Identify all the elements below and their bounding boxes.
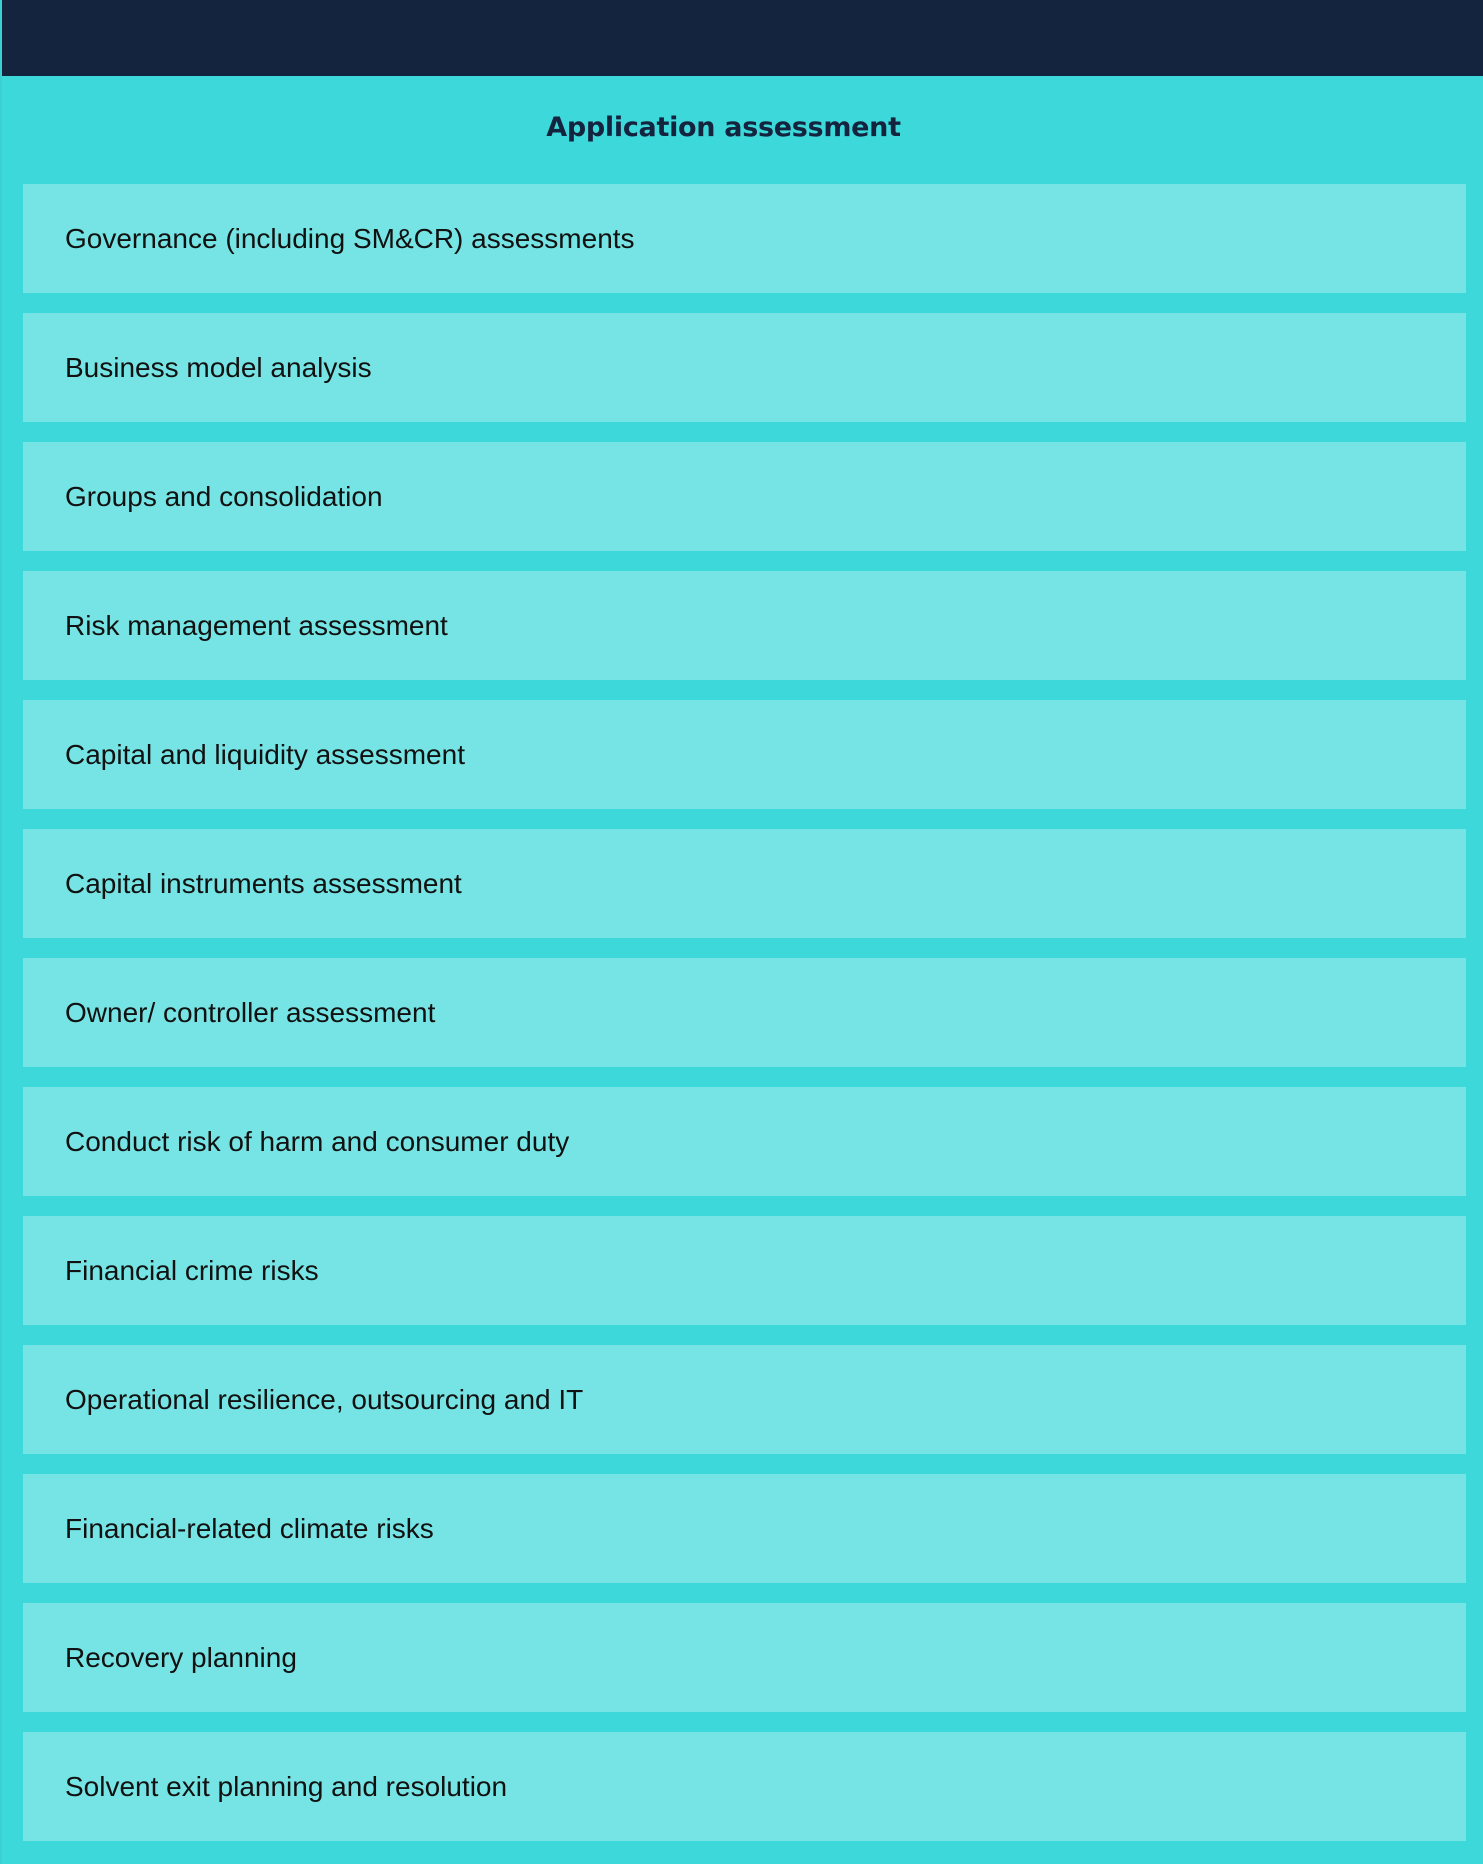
list-item-label: Risk management assessment — [65, 609, 448, 641]
list-item — [23, 1216, 1466, 1325]
list-item-label: Financial crime risks — [65, 1254, 319, 1286]
list-item-label: Capital instruments assessment — [65, 867, 462, 899]
list-item-label: Conduct risk of harm and consumer duty — [65, 1125, 570, 1157]
assessment-list — [23, 184, 1466, 1861]
header-bar — [2, 0, 1483, 76]
list-item-label: Capital and liquidity assessment — [65, 738, 465, 770]
list-item-label: Groups and consolidation — [65, 480, 383, 512]
list-item — [23, 184, 1466, 293]
list-item — [23, 442, 1466, 551]
list-item — [23, 313, 1466, 422]
list-item — [23, 1603, 1466, 1712]
list-item — [23, 700, 1466, 809]
list-item — [23, 958, 1466, 1067]
list-item-label: Recovery planning — [65, 1641, 297, 1673]
list-item — [23, 1087, 1466, 1196]
list-item — [23, 571, 1466, 680]
list-item-label: Business model analysis — [65, 351, 372, 383]
list-item-label: Governance (including SM&CR) assessments — [65, 222, 635, 254]
list-item — [23, 1732, 1466, 1841]
list-item — [23, 1474, 1466, 1583]
list-item-label: Owner/ controller assessment — [65, 996, 436, 1028]
list-item — [23, 1345, 1466, 1454]
page-title: Application assessment — [546, 112, 901, 143]
list-item-label: Financial-related climate risks — [65, 1512, 434, 1544]
list-item-label: Solvent exit planning and resolution — [65, 1770, 508, 1802]
list-item-label: Operational resilience, outsourcing and IT — [65, 1383, 584, 1415]
list-item — [23, 829, 1466, 938]
